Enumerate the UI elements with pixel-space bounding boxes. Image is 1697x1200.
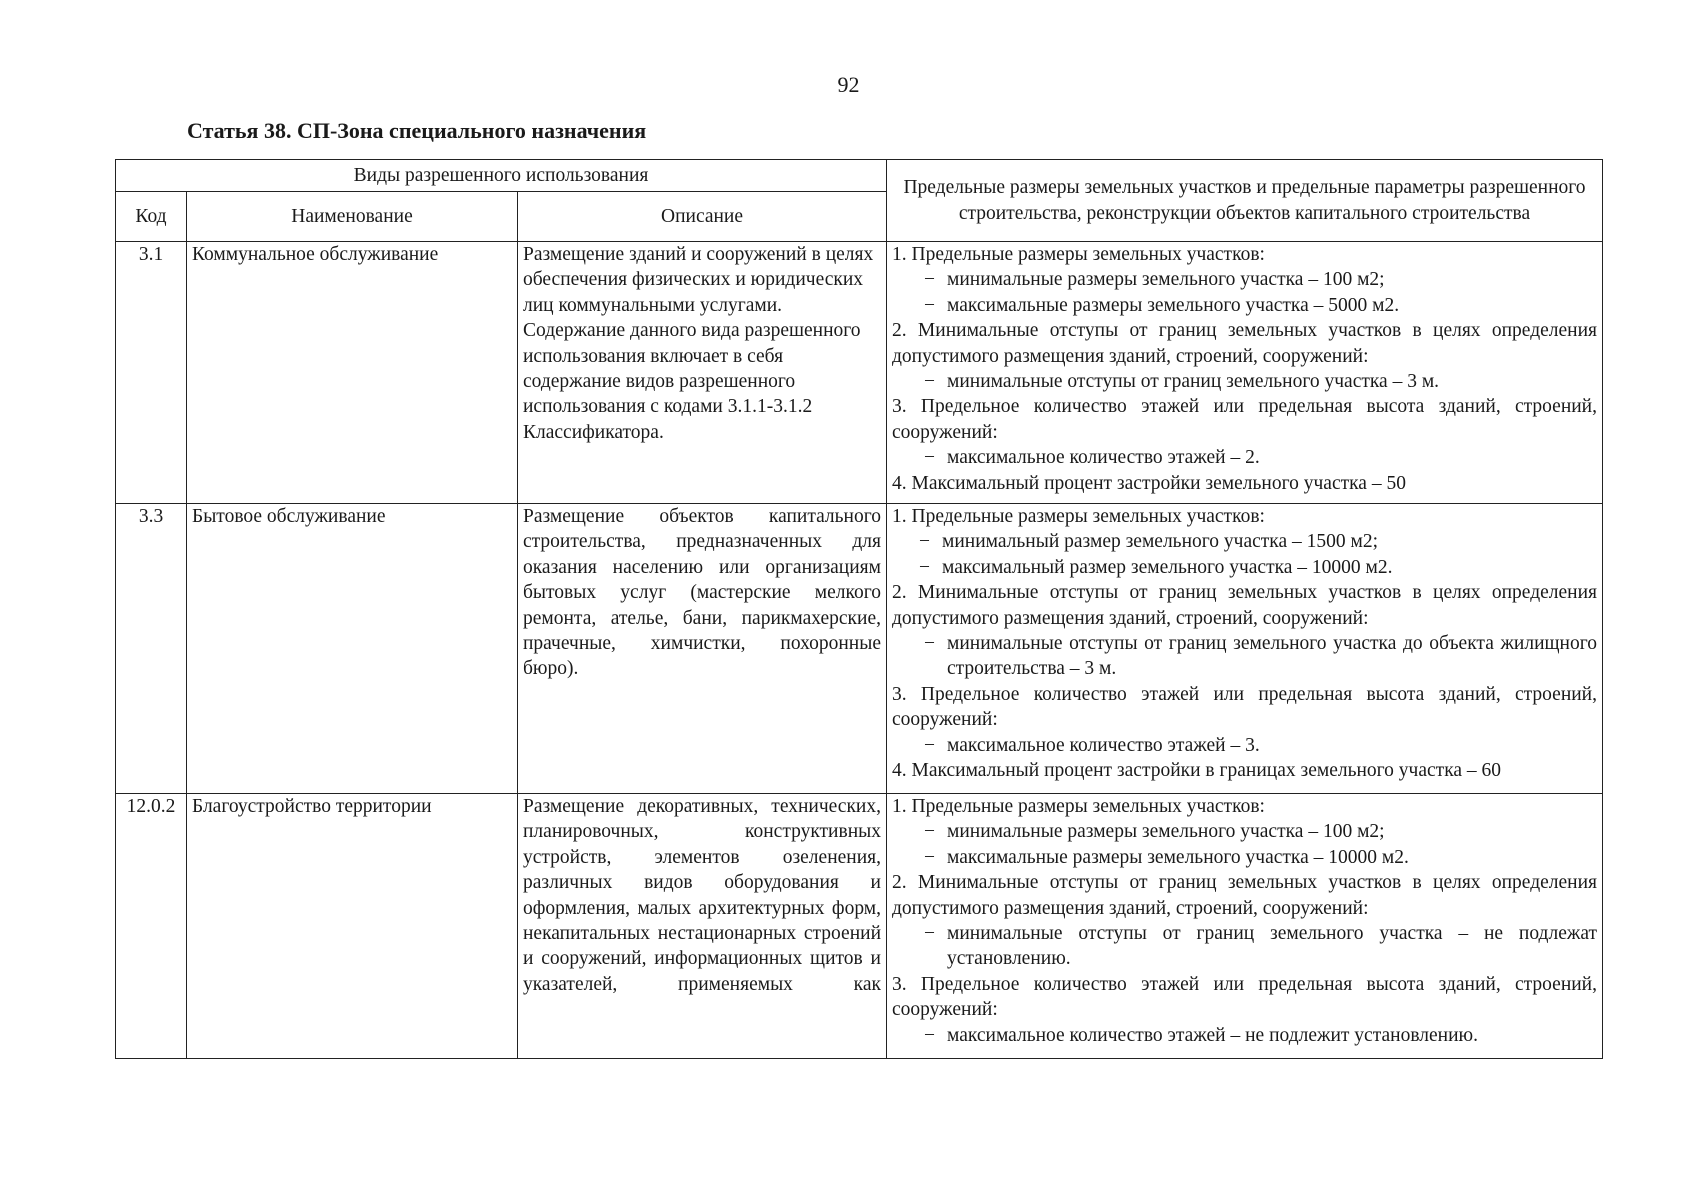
header-desc-label: Описание xyxy=(518,192,887,242)
param-1b xyxy=(892,293,1597,318)
row-code: 3.1 xyxy=(116,242,187,504)
header-group-label: Виды разрешенного использования xyxy=(116,160,887,192)
header-code-label: Код xyxy=(116,192,187,242)
param-2a xyxy=(892,921,1597,972)
table-row xyxy=(116,794,1603,1059)
zone-table xyxy=(115,159,1603,1059)
row-name: Бытовое обслуживание xyxy=(187,504,518,794)
param-1b-text: максимальные размеры земельного участка – 5000 м2. xyxy=(947,294,1400,316)
article-title: Статья 38. СП-Зона специального назначения xyxy=(187,118,647,143)
row-description: Размещение зданий и сооружений в целях обеспечения физических и юридических лиц коммунальными услугами. Содержание данного вида разрешенного использования включает в себя содержание видов разрешенного использования с кодами 3.1.1-3.1.2 Классификатора. xyxy=(518,242,887,504)
param-3a-text: максимальное количество этажей – не подлежит установлению. xyxy=(947,1024,1478,1046)
param-1: 1. Предельные размеры земельных участков: xyxy=(892,506,1265,527)
param-3a-text: максимальное количество этажей – 3. xyxy=(947,734,1260,756)
param-1b xyxy=(892,555,1597,580)
param-3: 3. Предельное количество этажей или предельная высота зданий, строений, сооружений: xyxy=(892,973,1597,1021)
param-3a xyxy=(892,1023,1597,1048)
param-2a xyxy=(892,369,1597,394)
param-2: 2. Минимальные отступы от границ земельных участков в целях определения допустимого размещения зданий, строений, сооружений: xyxy=(892,872,1597,919)
dash-glyph: − xyxy=(924,734,935,756)
dash-glyph: − xyxy=(924,846,935,868)
param-2a xyxy=(892,631,1597,682)
page-number: 92 xyxy=(837,72,860,97)
param-1a-text: минимальный размер земельного участка – 1500 м2; xyxy=(942,531,1379,553)
header-params-label: Предельные размеры земельных участков и предельные параметры разрешенного строительства, реконструкции объектов капитального строительства xyxy=(887,160,1603,242)
dash-glyph: − xyxy=(924,821,935,843)
param-1a-text: минимальные размеры земельного участка – 100 м2; xyxy=(947,821,1385,843)
row-name: Благоустройство территории xyxy=(187,794,518,1059)
param-1a xyxy=(892,819,1597,844)
param-1b-text: максимальные размеры земельного участка – 10000 м2. xyxy=(947,846,1409,868)
row-name: Коммунальное обслуживание xyxy=(187,242,518,504)
row-code: 12.0.2 xyxy=(116,794,187,1059)
param-1: 1. Предельные размеры земельных участков: xyxy=(892,796,1265,817)
param-3: 3. Предельное количество этажей или предельная высота зданий, строений, сооружений: xyxy=(892,396,1597,443)
dash-glyph: − xyxy=(924,1024,935,1046)
param-1: 1. Предельные размеры земельных участков: xyxy=(892,244,1265,265)
row-description: Размещение декоративных, технических, планировочных, конструктивных устройств, элементов озеленения, различных видов оборудования и оформления, малых архитектурных форм, некапитальных нестационарных строений и сооружений, информационных щитов и указателей, применяемых как xyxy=(518,794,887,1059)
param-1b xyxy=(892,845,1597,870)
dash-glyph: − xyxy=(924,371,935,393)
param-2a-text: минимальные отступы от границ земельного участка – не подлежат установлению. xyxy=(947,923,1597,970)
row-code: 3.3 xyxy=(116,504,187,794)
row-description: Размещение объектов капитального строительства, предназначенных для оказания населению или организациям бытовых услуг (мастерские мелкого ремонта, ателье, бани, парикмахерские, прачечные, химчистки, похоронные бюро). xyxy=(518,504,887,794)
param-1a xyxy=(892,267,1597,292)
param-3a xyxy=(892,733,1597,758)
table-row xyxy=(116,504,1603,794)
dash-glyph: − xyxy=(924,294,935,316)
param-2a-text: минимальные отступы от границ земельного участка – 3 м. xyxy=(947,371,1440,393)
dash-glyph: − xyxy=(919,556,930,578)
row-params xyxy=(887,242,1603,504)
table-row xyxy=(116,242,1603,504)
dash-glyph: − xyxy=(924,923,935,945)
param-1b-text: максимальный размер земельного участка – 10000 м2. xyxy=(942,556,1393,578)
header-name-label: Наименование xyxy=(187,192,518,242)
dash-glyph: − xyxy=(924,633,935,655)
row-params xyxy=(887,794,1603,1059)
param-3a-text: максимальное количество этажей – 2. xyxy=(947,447,1260,469)
param-3: 3. Предельное количество этажей или предельная высота зданий, строений, сооружений: xyxy=(892,683,1597,731)
param-2: 2. Минимальные отступы от границ земельных участков в целях определения допустимого размещения зданий, строений, сооружений: xyxy=(892,320,1597,367)
param-1a-text: минимальные размеры земельного участка – 100 м2; xyxy=(947,269,1385,291)
dash-glyph: − xyxy=(919,531,930,553)
param-2: 2. Минимальные отступы от границ земельных участков в целях определения допустимого размещения зданий, строений, сооружений: xyxy=(892,582,1597,629)
param-2a-text: минимальные отступы от границ земельного участка до объекта жилищного строительства – 3 м. xyxy=(947,633,1597,680)
dash-glyph: − xyxy=(924,269,935,291)
param-4: 4. Максимальный процент застройки в границах земельного участка – 60 xyxy=(892,760,1502,782)
row-params xyxy=(887,504,1603,794)
dash-glyph: − xyxy=(924,447,935,469)
param-4: 4. Максимальный процент застройки земельного участка – 50 xyxy=(892,472,1406,494)
param-3a xyxy=(892,445,1597,470)
param-1a xyxy=(892,529,1597,554)
